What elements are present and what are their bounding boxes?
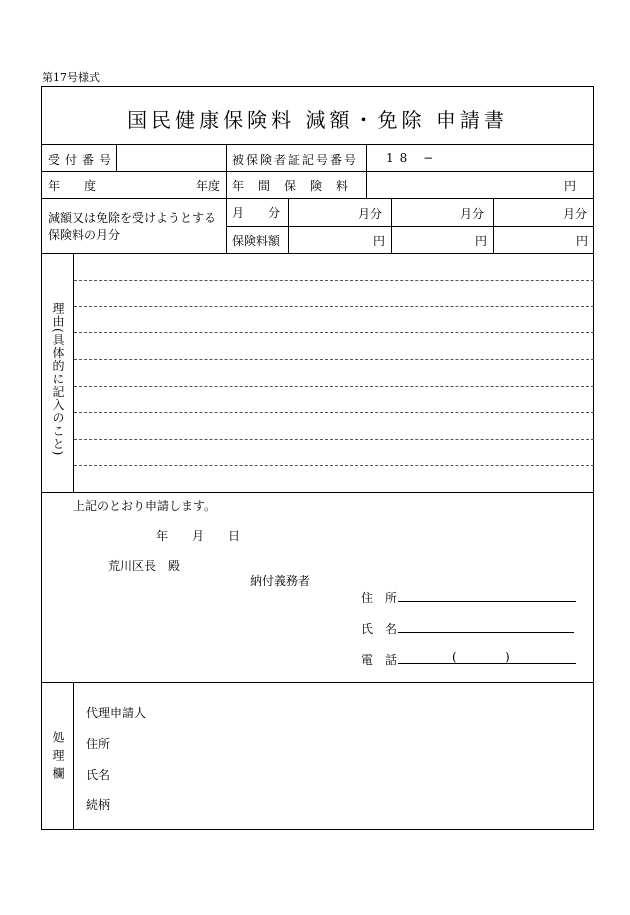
form-title: 国民健康保険料 減額・免除 申請書	[127, 108, 508, 132]
insured-card-number-value: 18 −	[386, 151, 440, 165]
rule-row1-bottom	[41, 171, 594, 172]
reduction-label-line2: 保険料の月分	[48, 228, 121, 242]
month-unit-2: 月分	[460, 207, 485, 221]
reason-line	[74, 280, 594, 281]
reduction-label-line1: 減額又は免除を受けようとする	[48, 211, 217, 225]
rule-reason-label-divider	[73, 253, 74, 492]
phone-field-line[interactable]	[398, 663, 576, 664]
annual-premium-label: 年間保険料	[232, 179, 363, 193]
rule-row2-bottom	[41, 198, 594, 199]
rule-processing-label-divider	[73, 682, 74, 830]
date-month: 月	[192, 529, 205, 543]
reason-line	[74, 332, 594, 333]
reason-line	[74, 412, 594, 413]
form-number: 第17号様式	[42, 71, 100, 84]
reason-line	[74, 439, 594, 440]
reason-line	[74, 386, 594, 387]
annual-premium-yen: 円	[564, 179, 577, 193]
receipt-number-label: 受付番号	[48, 153, 117, 167]
agent-name-label: 氏名	[86, 768, 111, 782]
phone-label: 電 話	[361, 653, 398, 667]
address-field-line[interactable]	[398, 601, 576, 602]
phone-paren-close: )	[505, 650, 510, 664]
date-year: 年	[156, 529, 169, 543]
rule-application-bottom	[41, 682, 594, 683]
reason-line	[74, 306, 594, 307]
name-label: 氏 名	[361, 622, 398, 636]
rule-reason-bottom	[41, 492, 594, 493]
rule-reduction-bottom	[41, 253, 594, 254]
date-day: 日	[228, 529, 241, 543]
obligor-label: 納付義務者	[250, 574, 311, 588]
agent-relationship-label: 続柄	[86, 798, 111, 812]
phone-paren-open: (	[452, 650, 457, 664]
reason-line	[74, 465, 594, 466]
month-unit-3: 月分	[563, 207, 588, 221]
address-label: 住 所	[361, 591, 398, 605]
year-label: 年 度	[48, 179, 97, 193]
agent-label: 代理申請人	[86, 706, 147, 720]
month-label: 月 分	[232, 206, 281, 220]
insured-card-number-label: 被保険者証記号番号	[232, 153, 359, 167]
processing-label: 処理欄	[51, 731, 65, 785]
reason-label: 理由(具体的に記入のこと)	[51, 302, 65, 457]
rule-month-col2	[391, 198, 392, 253]
premium-yen-1: 円	[373, 234, 386, 248]
rule-month-col3	[493, 198, 494, 253]
year-unit: 年度	[196, 179, 221, 193]
addressee: 荒川区長 殿	[108, 559, 181, 573]
rule-month-row-bottom	[226, 226, 594, 227]
premium-amount-label: 保険料額	[232, 234, 281, 248]
rule-main-divider	[226, 144, 227, 253]
name-field-line[interactable]	[398, 632, 574, 633]
agent-address-label: 住所	[86, 737, 111, 751]
application-statement: 上記のとおり申請します。	[73, 499, 217, 513]
rule-receipt-divider	[116, 144, 117, 171]
premium-yen-3: 円	[576, 234, 589, 248]
premium-yen-2: 円	[475, 234, 488, 248]
rule-month-col1	[288, 198, 289, 253]
reason-line	[74, 359, 594, 360]
month-unit-1: 月分	[358, 207, 383, 221]
rule-title-bottom	[41, 144, 594, 145]
rule-value-divider	[366, 144, 367, 198]
